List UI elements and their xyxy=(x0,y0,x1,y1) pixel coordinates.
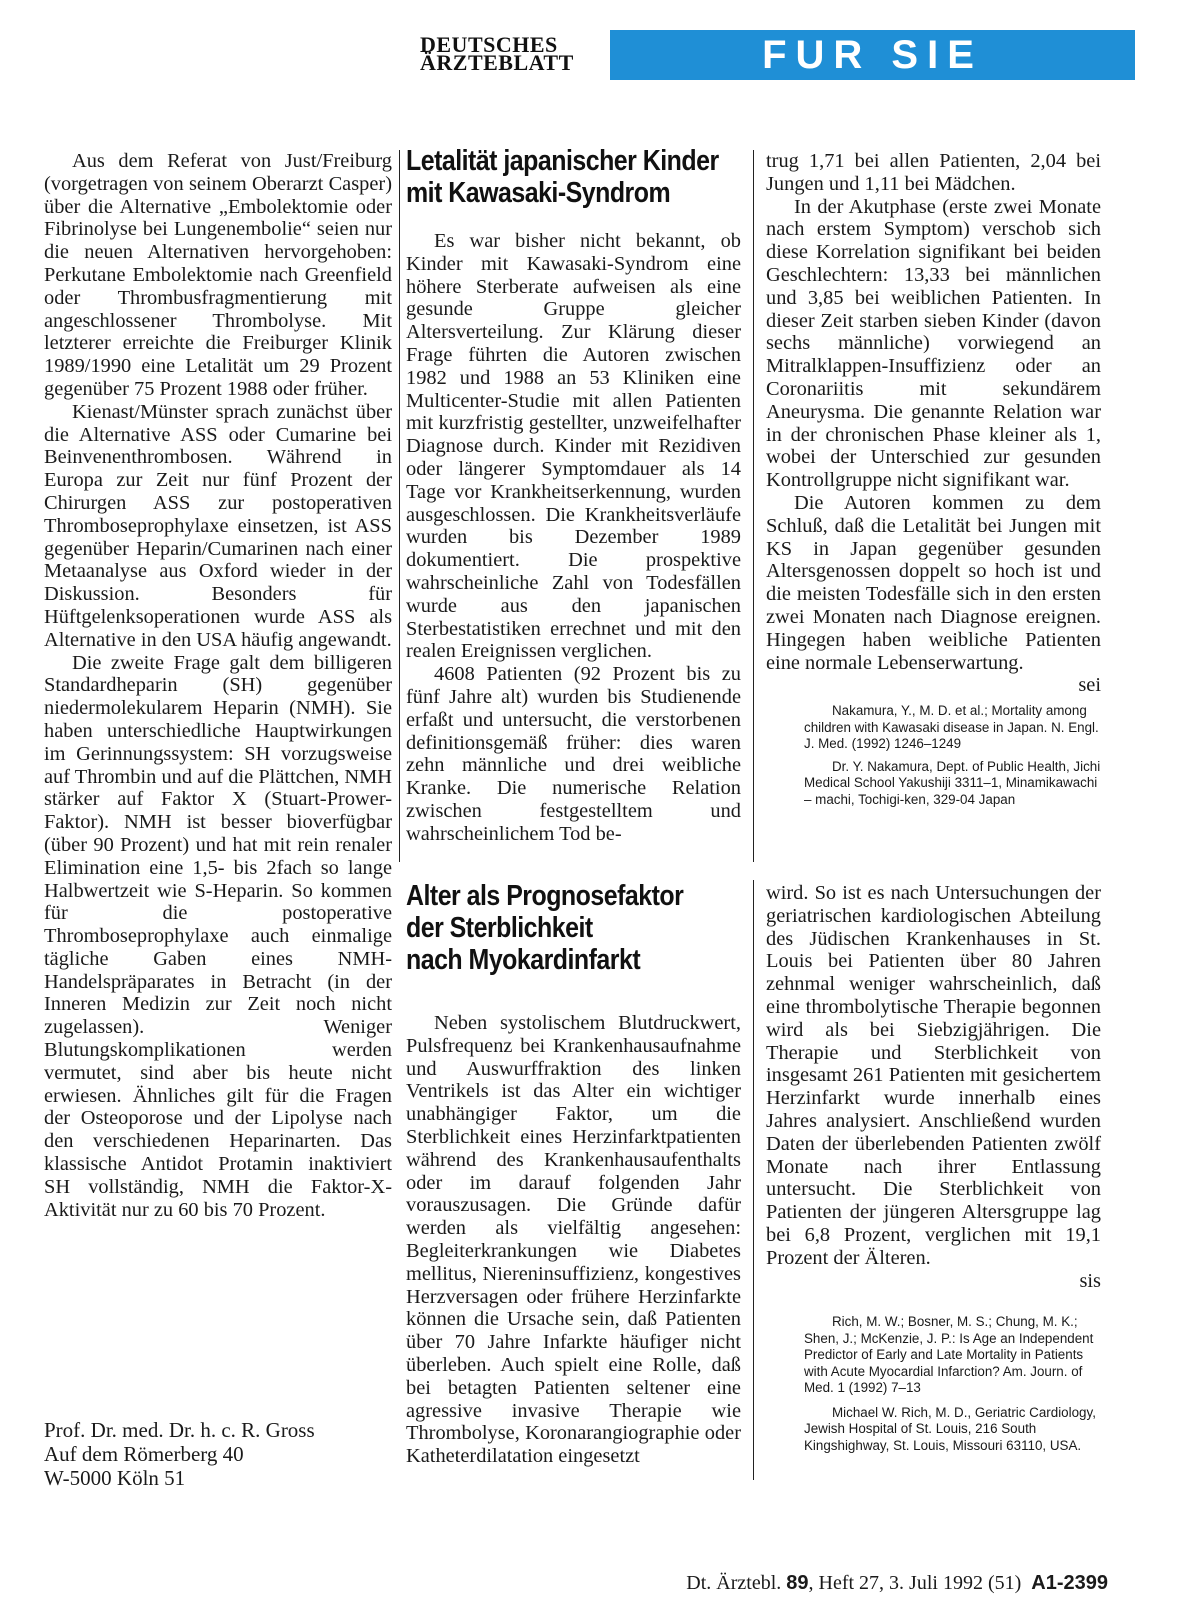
article-2-column-2 xyxy=(766,882,1101,1454)
address-line-3: W-5000 Köln 51 xyxy=(44,1466,186,1490)
headline-line: Letalität japanischer Kinder xyxy=(406,145,719,177)
column-left xyxy=(44,150,392,1221)
page-footer xyxy=(686,1572,1108,1595)
article-1-column-1 xyxy=(406,230,741,846)
col1-paragraph-3: Die zweite Frage galt dem billigeren Standardheparin (SH) gegenüber niedermolekularem Heparin (NMH). Sie haben unterschiedliche Hauptwirkungen im Gerinnungssystem: SH vorzugsweise auf Thrombin und auf die Plättchen, NMH stärker auf Faktor X (Stuart-Prower-Faktor). NMH ist besser bioverfügbar (über 90 Prozent) und hat mit rein renaler Elimination eine 1,5- bis 2fach so lange Halbwertzeit wie S-Heparin. So kommen für die postoperative Thromboseprophylaxe auch einmalige tägliche Gaben eines NMH-Handelspräparates in Betracht (in der Inneren Medizin zur Zeit noch nicht zugelassen). Weniger Blutungskomplikationen werden vermutet, sind aber bis heute nicht erwiesen. Ähnliches gilt für die Fragen der Osteoporose und der Lipolyse nach den verschiedenen Heparinarten. Das klassische Antidot Protamin inaktiviert SH vollständig, NMH die Faktor-X-Aktivität nur zu 60 bis 70 Prozent. xyxy=(44,651,392,1221)
article-1-author-address: Dr. Y. Nakamura, Dept. of Public Health, Jichi Medical School Yakushiji 3311–1, Minamikawachi – machi, Tochigi-ken, 329-04 Japan xyxy=(804,758,1101,807)
article-2-paragraph-2: wird. So ist es nach Untersuchungen der geriatrischen kardiologischen Abteilung des Jüdischen Krankenhauses in St. Louis bei Patienten über 80 Jahren zehnmal weniger wahrscheinlich, daß eine thrombolytische Therapie begonnen wird als bei Siebzigjährigen. Die Therapie und Sterblichkeit von insgesamt 261 Patienten mit gesichertem Herzinfarkt wurde innerhalb eines Jahres analysiert. Anschließend wurden Daten der überlebenden Patienten zwölf Monate nach ihrer Entlassung untersucht. Die Sterblichkeit von Patienten der jüngeren Altersgruppe lag bei 6,8 Prozent, verglichen mit 19,1 Prozent der Älteren. xyxy=(766,882,1101,1269)
section-banner: FUR SIE REFERIERT xyxy=(610,30,1135,80)
col1-paragraph-1: Aus dem Referat von Just/Freiburg (vorgetragen von seinem Oberarzt Casper) über die Alternative „Embolektomie oder Fibrinolyse bei Lungenembolie“ seien nur die neuen Alternativen hervorgehoben: Perkutane Embolektomie nach Greenfield oder Thrombusfragmentierung mit angeschlossener Thrombolyse. Mit letzterer erreichte die Freiburger Klinik 1989/1990 eine Letalität um 29 Prozent gegenüber 75 Prozent 1988 oder früher. xyxy=(44,150,392,400)
article-1-paragraph-2: 4608 Patienten (92 Prozent bis zu fünf Jahre alt) wurden bis Studienende erfaßt und untersucht, die verstorbenen definitionsgemäß früher: dies waren zehn männliche und drei weibliche Kranke. Die numerische Relation zwischen festgestelltem und wahrscheinlichem Tod be- xyxy=(406,663,741,845)
column-divider xyxy=(753,150,754,862)
footer-volume: 89 xyxy=(786,1572,809,1594)
article-1-paragraph-5: Die Autoren kommen zu dem Schluß, daß die Letalität bei Jungen mit KS in Japan gegenüber gesunden Altersgenossen doppelt so hoch ist und die meisten Todesfälle sich in den ersten zwei Monaten nach Diagnose ereignen. Hingegen haben weibliche Patienten eine normale Lebenserwartung. xyxy=(766,491,1101,674)
article-2-signature: sis xyxy=(1079,1269,1101,1292)
logo-line-1: DEUTSCHES xyxy=(420,32,558,57)
journal-logo xyxy=(420,32,574,75)
author-address xyxy=(44,1418,315,1490)
column-divider xyxy=(753,880,754,1480)
address-line-1: Prof. Dr. med. Dr. h. c. R. Gross xyxy=(44,1418,315,1442)
headline-line: mit Kawasaki-Syndrom xyxy=(406,177,671,209)
col1-paragraph-2: Kienast/Münster sprach zunächst über die Alternative ASS oder Cumarine bei Beinvenenthrombosen. Während in Europa zur Zeit nur fünf Prozent der Chirurgen ASS zur postoperativen Thromboseprophylaxe einsetzen, ist ASS gegenüber Heparin/Cumarinen nach einer Metaanalyse aus Oxford wieder in der Diskussion. Besonders für Hüftgelenksoperationen wurde ASS als Alternative in den USA häufig angewandt. xyxy=(44,400,392,651)
article-1-signature: sei xyxy=(1078,674,1101,697)
article-2-paragraph-1: Neben systolischem Blutdruckwert, Pulsfrequenz bei Krankenhausaufnahme und Auswurffraktion des linken Ventrikels ist das Alter ein wichtiger unabhängiger Faktor, um die Sterblichkeit eines Herzinfarktpatienten während des Krankenhausaufenthalts oder im darauf folgenden Jahr vorauszusagen. Die Gründe dafür werden als vielfältig angesehen: Begleiterkrankungen wie Diabetes mellitus, Niereninsuffizienz, kongestives Herzversagen oder frühere Herzinfarkte können die Ursache sein, daß Patienten über 70 Jahre Infarkte häufiger nicht überleben. Auch spielt eine Rolle, daß bei betagten Patienten seltener eine agressive invasive Therapie wie Thrombolyse, Koronarangiographie oder Katheterdilatation eingesetzt xyxy=(406,1012,741,1468)
headline-line: Alter als Prognosefaktor xyxy=(406,880,684,912)
article-2-reference: Rich, M. W.; Bosner, M. S.; Chung, M. K.; Shen, J.; McKenzie, J. P.: Is Age an Independent Predictor of Early and Late Mortality in Patients with Acute Myocardial Infarction? Am. Journ. of Med. 1 (1992) 7–13 xyxy=(804,1314,1094,1396)
article-2-column-1 xyxy=(406,1012,741,1468)
address-line-2: Auf dem Römerberg 40 xyxy=(44,1442,244,1466)
article-1-reference: Nakamura, Y., M. D. et al.; Mortality among children with Kawasaki disease in Japan. N. Engl. J. Med. (1992) 1246–1249 xyxy=(804,703,1099,752)
footer-journal: Dt. Ärztebl. xyxy=(686,1572,782,1594)
article-1-column-2 xyxy=(766,150,1101,808)
column-divider xyxy=(399,150,400,862)
article-2-headline xyxy=(406,880,741,976)
footer-page-number: A1-2399 xyxy=(1031,1572,1108,1594)
article-1-paragraph-3: trug 1,71 bei allen Patienten, 2,04 bei Jungen und 1,11 bei Mädchen. xyxy=(766,150,1101,195)
logo-line-2: ÄRZTEBLATT xyxy=(420,50,574,75)
footer-issue: , Heft 27, 3. Juli 1992 (51) xyxy=(808,1572,1022,1594)
headline-line: nach Myokardinfarkt xyxy=(406,944,641,976)
headline-line: der Sterblichkeit xyxy=(406,912,593,944)
article-1-paragraph-4: In der Akutphase (erste zwei Monate nach erstem Symptom) verschob sich diese Korrelation signifikant bei beiden Geschlechtern: 13,33 bei männlichen und 3,85 bei weiblichen Patienten. In dieser Zeit starben sieben Kinder (davon sechs männliche) vorwiegend an Mitralklappen-Insuffizienz oder an Coronariitis mit sekundärem Aneurysma. Die genannte Relation war in der chronischen Phase kleiner als 1, wobei der Unterschied zur gesunden Kontrollgruppe nicht signifikant war. xyxy=(766,195,1101,492)
article-2-author-address: Michael W. Rich, M. D., Geriatric Cardiology, Jewish Hospital of St. Louis, 216 South Kingshighway, St. Louis, Missouri 63110, USA. xyxy=(804,1404,1096,1453)
article-1-paragraph-1: Es war bisher nicht bekannt, ob Kinder mit Kawasaki-Syndrom eine höhere Sterberate aufweisen als eine gesunde Gruppe gleicher Altersverteilung. Zur Klärung dieser Frage führten die Autoren zwischen 1982 und 1988 an 53 Kliniken eine Multicenter-Studie mit allen Patienten mit kurzfristig gestellter, unzweifelhafter Diagnose durch. Kinder mit Rezidiven oder längerer Symptomdauer als 14 Tage vor Krankheitserkennung, wurden ausgeschlossen. Die Krankheitsverläufe wurden bis Dezember 1989 dokumentiert. Die prospektive wahrscheinliche Zahl von Todesfällen wurde aus den japanischen Sterbestatistiken errechnet und mit den realen Ereignissen verglichen. xyxy=(406,230,741,663)
masthead xyxy=(420,30,1140,127)
article-1-headline xyxy=(406,145,741,209)
